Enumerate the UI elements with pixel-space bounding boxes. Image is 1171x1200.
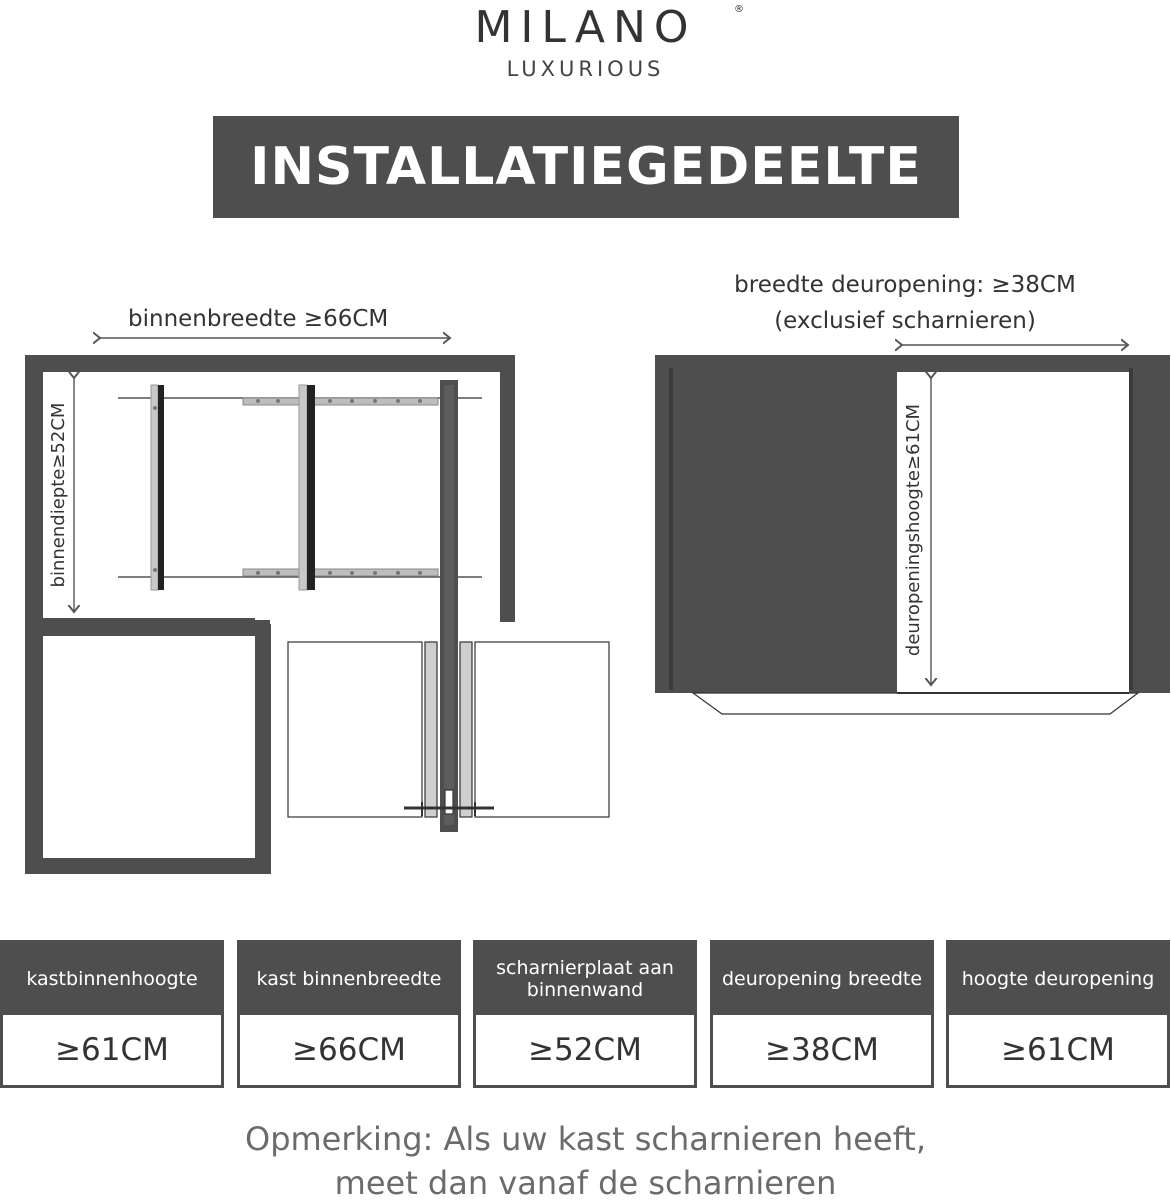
spec-card-value: ≥52CM <box>528 1032 642 1068</box>
spec-card <box>473 940 697 1088</box>
spec-card-header: deuropening breedte <box>713 943 931 1015</box>
door-width-note: (exclusief scharnieren) <box>774 308 1036 334</box>
spec-card-header: hoogte deuropening <box>949 943 1167 1015</box>
spec-card-header: kast binnenbreedte <box>240 943 458 1015</box>
brand-logo-name: MILANO <box>474 2 697 53</box>
spec-card-header: kastbinnenhoogte <box>3 943 221 1015</box>
spec-card <box>0 940 224 1088</box>
door-width-label: breedte deuropening: ≥38CM <box>734 272 1076 298</box>
spec-card <box>946 940 1170 1088</box>
registered-mark: ® <box>734 4 744 15</box>
spec-card-value: ≥38CM <box>765 1032 879 1068</box>
central-pole <box>440 380 458 832</box>
door-height-label: deuropeningshoogte≥61CM <box>903 403 924 657</box>
note-line-1: Opmerking: Als uw kast scharnieren heeft, <box>245 1120 926 1158</box>
spec-card <box>237 940 461 1088</box>
spec-card <box>710 940 934 1088</box>
brand-logo-tagline: LUXURIOUS <box>506 57 665 81</box>
note-line-2: meet dan vanaf de scharnieren <box>334 1164 837 1200</box>
spec-card-value: ≥66CM <box>292 1032 406 1068</box>
page-title: INSTALLATIEGEDEELTE <box>250 137 922 197</box>
spec-card-value: ≥61CM <box>55 1032 169 1068</box>
spec-card-value: ≥61CM <box>1001 1032 1115 1068</box>
inner-depth-label: binnendiepte≥52CM <box>48 402 69 588</box>
spec-card-header: scharnierplaat aan binnenwand <box>476 943 694 1015</box>
inner-width-label: binnenbreedte ≥66CM <box>128 306 389 332</box>
